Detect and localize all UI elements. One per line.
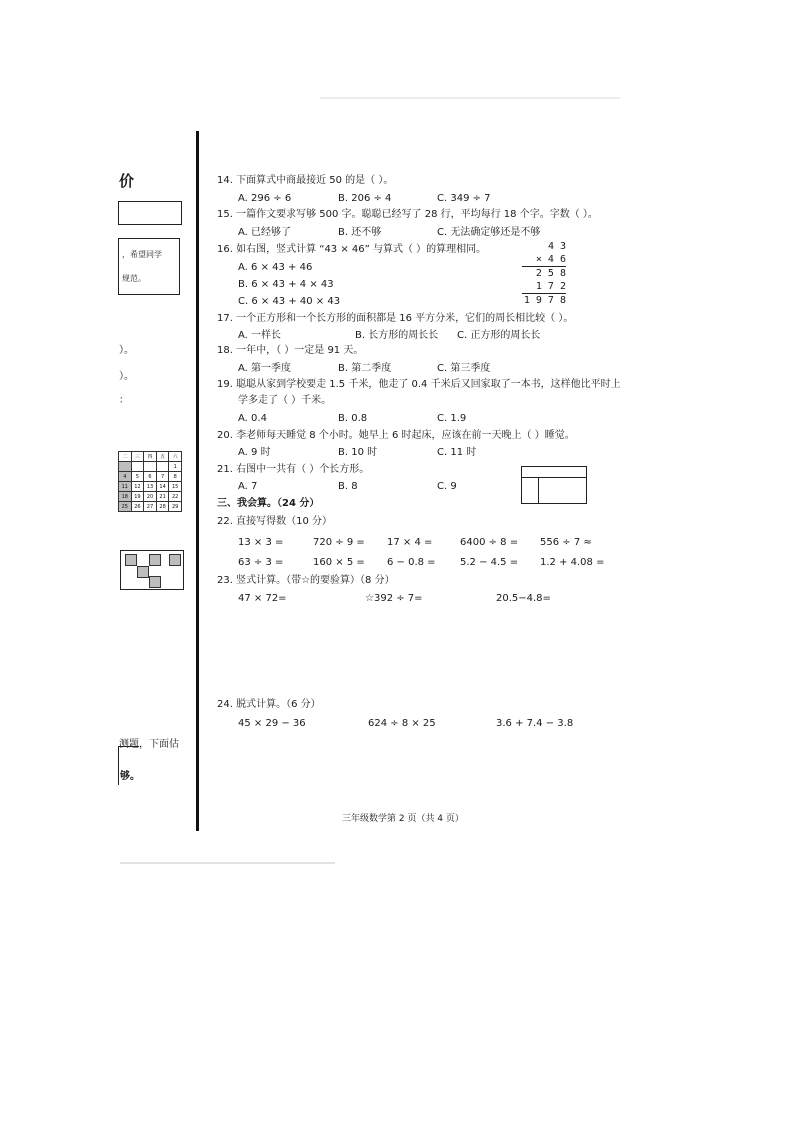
grid-shaded-cell xyxy=(137,566,149,578)
cal-cell: 28 xyxy=(156,502,169,512)
vertical-multiplication xyxy=(522,240,566,307)
q17-option-a: A. 一样长 xyxy=(238,330,282,341)
q15-stem: 15. 一篇作文要求写够 500 字。聪聪已经写了 28 行，平均每行 18 个字。字数（ ）。 xyxy=(217,209,598,220)
cal-cell: 8 xyxy=(169,472,182,482)
q24-item: 3.6 + 7.4 − 3.8 xyxy=(496,718,574,729)
left-notice-line2: 规范。 xyxy=(122,274,146,283)
q20-option-b: B. 10 时 xyxy=(338,447,378,458)
q18-option-c: C. 第三季度 xyxy=(437,363,491,374)
q14-option-c: C. 349 ÷ 7 xyxy=(437,193,491,204)
q22-item: 17 × 4 = xyxy=(387,537,433,548)
grid-shaded-cell xyxy=(149,576,161,588)
q22-item: 13 × 3 = xyxy=(238,537,284,548)
q21-option-a: A. 7 xyxy=(238,481,258,492)
cal-cell: 25 xyxy=(119,502,132,512)
q20-stem: 20. 李老师每天睡觉 8 个小时。她早上 6 时起床，应该在前一天晚上（ ）睡觉。 xyxy=(217,430,575,441)
q22-item: 160 × 5 = xyxy=(313,557,365,568)
cal-cell: 26 xyxy=(131,502,144,512)
grid-shaded-cell xyxy=(169,554,181,566)
cal-cell: 22 xyxy=(169,492,182,502)
q22-item: 1.2 + 4.08 = xyxy=(540,557,605,568)
q18-option-a: A. 第一季度 xyxy=(238,363,292,374)
q23-item: ☆392 ÷ 7= xyxy=(365,593,423,604)
cal-cell: 1 xyxy=(169,462,182,472)
calendar-fragment xyxy=(118,451,182,512)
cal-cell xyxy=(119,462,132,472)
q22-item: 556 ÷ 7 ≈ xyxy=(540,537,592,548)
q24-item: 45 × 29 − 36 xyxy=(238,718,306,729)
q21-option-b: B. 8 xyxy=(338,481,358,492)
left-paren-2: ）。 xyxy=(119,371,134,382)
q19-option-a: A. 0.4 xyxy=(238,413,267,424)
cal-cell: 5 xyxy=(131,472,144,482)
q19-stem: 19. 聪聪从家到学校要走 1.5 千米，他走了 0.4 千米后又回家取了一本书，这样他比平时上 xyxy=(217,379,621,390)
q24-title: 24. 脱式计算。（6 分） xyxy=(217,699,321,710)
cal-cell: 二 xyxy=(119,452,132,462)
cal-cell: 29 xyxy=(169,502,182,512)
q15-option-a: A. 已经够了 xyxy=(238,227,292,238)
left-paren-1: ）。 xyxy=(119,345,134,356)
q22-title: 22. 直接写得数（10 分） xyxy=(217,516,332,527)
vm-row-2: × 4 6 xyxy=(522,253,566,267)
q14-option-a: A. 296 ÷ 6 xyxy=(238,193,292,204)
q18-option-b: B. 第二季度 xyxy=(338,363,392,374)
cal-cell: 27 xyxy=(144,502,157,512)
left-notice-line1: ，希望同学 xyxy=(122,250,162,259)
cal-cell: 14 xyxy=(156,482,169,492)
q19-stem-cont: 学多走了（ ）千米。 xyxy=(238,395,332,406)
q16-stem: 16. 如右图，竖式计算 “43 × 46” 与算式（ ）的算理相同。 xyxy=(217,244,487,255)
q20-option-c: C. 11 时 xyxy=(437,447,477,458)
cal-cell: 三 xyxy=(131,452,144,462)
left-heading: 价 xyxy=(119,172,135,190)
q17-option-c: C. 正方形的周长长 xyxy=(457,330,541,341)
left-answer-box xyxy=(118,201,182,225)
page-divider xyxy=(196,131,199,831)
q16-option-c: C. 6 × 43 + 40 × 43 xyxy=(238,296,341,307)
q22-item: 5.2 − 4.5 = xyxy=(460,557,519,568)
cal-cell: 六 xyxy=(169,452,182,462)
cal-cell: 20 xyxy=(144,492,157,502)
cal-cell: 11 xyxy=(119,482,132,492)
cal-cell xyxy=(144,462,157,472)
q16-option-a: A. 6 × 43 + 46 xyxy=(238,262,313,273)
vm-row-5: 1 9 7 8 xyxy=(523,295,566,306)
q21-stem: 21. 右图中一共有（ ）个长方形。 xyxy=(217,464,370,475)
q14-stem: 14. 下面算式中商最接近 50 的是（ ）。 xyxy=(217,175,394,186)
grid-shaded-cell xyxy=(125,554,137,566)
page-footer: 三年级数学第 2 页（共 4 页） xyxy=(342,814,464,824)
q16-option-b: B. 6 × 43 + 4 × 43 xyxy=(238,279,334,290)
section3-title: 三、我会算。（24 分） xyxy=(217,498,320,509)
q19-option-b: B. 0.8 xyxy=(338,413,368,424)
left-tail-2: 够。 xyxy=(120,771,140,782)
scan-artifact-bottom xyxy=(120,862,335,864)
cal-cell: 四 xyxy=(144,452,157,462)
q22-item: 6 − 0.8 = xyxy=(387,557,436,568)
scan-artifact-top xyxy=(320,97,620,99)
q22-item: 720 ÷ 9 = xyxy=(313,537,365,548)
q23-title: 23. 竖式计算。（带☆的要验算）（8 分） xyxy=(217,575,395,586)
cal-cell: 7 xyxy=(156,472,169,482)
q23-item: 47 × 72= xyxy=(238,593,287,604)
q18-stem: 18. 一年中，（ ）一定是 91 天。 xyxy=(217,345,364,356)
cal-cell: 15 xyxy=(169,482,182,492)
cal-cell: 19 xyxy=(131,492,144,502)
q22-item: 63 ÷ 3 = xyxy=(238,557,284,568)
vm-row-4: 1 7 2 xyxy=(522,280,566,294)
left-notice-box xyxy=(118,238,180,295)
q21-option-c: C. 9 xyxy=(437,481,457,492)
q15-option-b: B. 还不够 xyxy=(338,227,382,238)
cal-cell: 12 xyxy=(131,482,144,492)
q19-option-c: C. 1.9 xyxy=(437,413,467,424)
q20-option-a: A. 9 时 xyxy=(238,447,271,458)
cal-cell xyxy=(156,462,169,472)
rectangle-figure xyxy=(521,466,587,504)
cal-cell: 18 xyxy=(119,492,132,502)
q23-item: 20.5−4.8= xyxy=(496,593,551,604)
cal-cell xyxy=(131,462,144,472)
left-tail-1: 测题，下面估 xyxy=(119,739,179,750)
q17-stem: 17. 一个正方形和一个长方形的面积都是 16 平方分米，它们的周长相比较（ ）。 xyxy=(217,313,574,324)
cal-cell: 4 xyxy=(119,472,132,482)
vm-row-1: 4 3 xyxy=(547,241,566,252)
cal-cell: 6 xyxy=(144,472,157,482)
cal-cell: 五 xyxy=(156,452,169,462)
q22-item: 6400 ÷ 8 = xyxy=(460,537,519,548)
cal-cell: 13 xyxy=(144,482,157,492)
cal-cell: 21 xyxy=(156,492,169,502)
q14-option-b: B. 206 ÷ 4 xyxy=(338,193,392,204)
left-colon: ： xyxy=(119,395,129,406)
q24-item: 624 ÷ 8 × 25 xyxy=(368,718,436,729)
vm-row-3: 2 5 8 xyxy=(535,268,566,279)
q15-option-c: C. 无法确定够还是不够 xyxy=(437,227,541,238)
q17-option-b: B. 长方形的周长长 xyxy=(355,330,439,341)
grid-shaded-cell xyxy=(149,554,161,566)
grid-figure xyxy=(120,550,184,590)
